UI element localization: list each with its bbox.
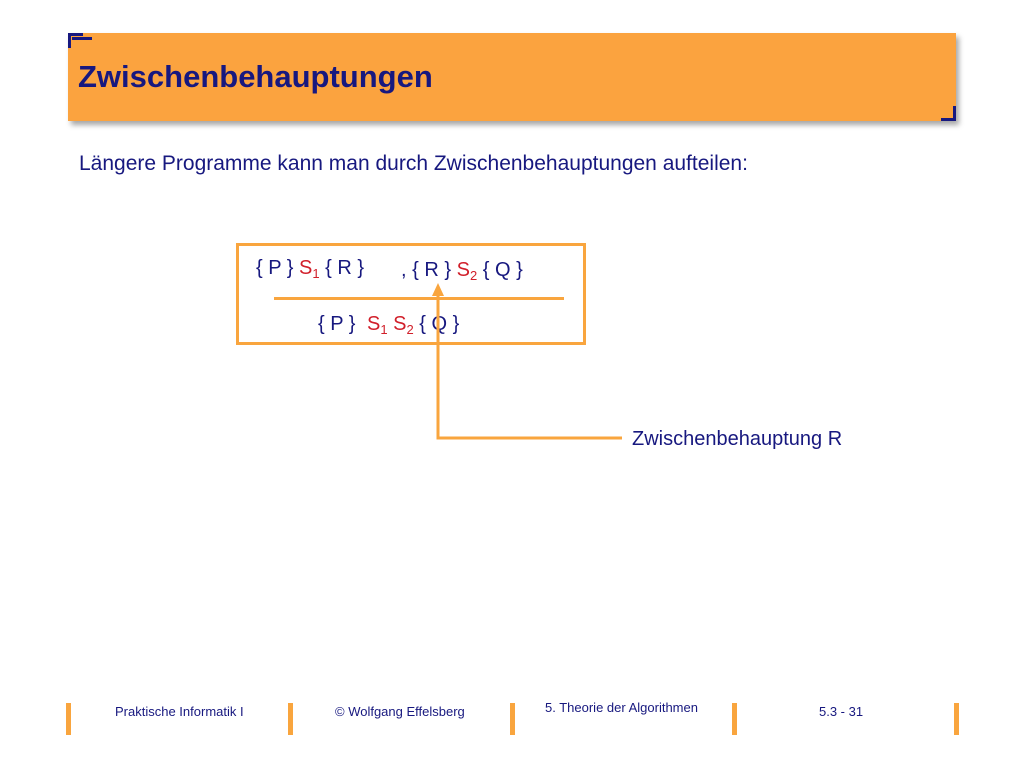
footer-course: Praktische Informatik I xyxy=(115,704,244,719)
footer-divider-4 xyxy=(732,703,737,735)
footer-author: © Wolfgang Effelsberg xyxy=(335,704,465,719)
footer-page-number: 5.3 - 31 xyxy=(819,704,864,719)
statement-s1: $S_1$ xyxy=(299,257,320,281)
footer-divider-3 xyxy=(510,703,515,735)
arrow-line xyxy=(438,292,622,438)
conclusion-s1: $S_1$ xyxy=(367,313,388,337)
footer-divider-1 xyxy=(66,703,71,735)
conclusion-s2: $S_2$ xyxy=(393,313,414,337)
precondition-p: { P } xyxy=(256,257,294,279)
footer-chapter: 5. Theorie der Algorithmen xyxy=(545,700,698,715)
annotation-label: Zwischenbehauptung R xyxy=(632,428,843,450)
assertion-r-2: , { R } xyxy=(401,259,452,281)
postcondition-q: { Q } xyxy=(482,259,523,281)
assertion-r: { R } xyxy=(325,257,365,279)
footer-divider-2 xyxy=(288,703,293,735)
slide-title: Zwischenbehauptungen xyxy=(78,59,433,94)
statement-s2: $S_2$ xyxy=(456,259,478,283)
conclusion-q: { Q } xyxy=(419,313,460,335)
footer-divider-5 xyxy=(954,703,959,735)
intro-text: Längere Programme kann man durch Zwischenbehauptungen aufteilen: xyxy=(79,152,748,175)
conclusion-p: { P } xyxy=(318,313,356,335)
arrow-head xyxy=(432,283,444,296)
